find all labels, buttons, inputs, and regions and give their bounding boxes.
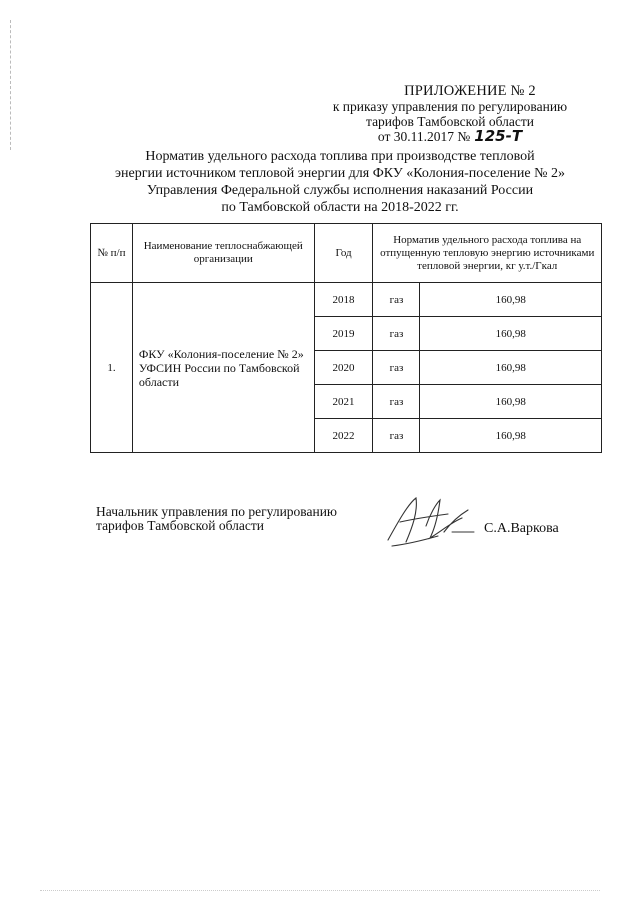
document-title — [90, 148, 590, 216]
document-title-line3: Управления Федеральной службы исполнения наказаний России — [146, 183, 534, 198]
document-title-line1: Норматив удельного расхода топлива при производстве тепловой — [145, 149, 535, 164]
header-org: Наименование теплоснабжающей организации — [132, 224, 314, 283]
year-cell: 2019 — [314, 317, 373, 351]
table-header-row — [91, 224, 602, 283]
header-year: Год — [314, 224, 373, 283]
scan-edge-mark — [10, 20, 12, 150]
document-title-line4: по Тамбовской области на 2018-2022 гг. — [221, 200, 459, 215]
norm-value-cell: 160,98 — [420, 317, 602, 351]
signatory-name: С.А.Варкова — [484, 521, 559, 536]
appendix-order-line1: к приказу управления по регулированию — [332, 99, 568, 114]
table-row — [91, 283, 602, 317]
organization-name: ФКУ «Колония-поселение № 2» УФСИН России по Тамбовской области — [132, 283, 314, 453]
fuel-cell: газ — [373, 419, 420, 453]
fuel-cell: газ — [373, 385, 420, 419]
row-number: 1. — [91, 283, 133, 453]
year-cell: 2021 — [314, 385, 373, 419]
norm-value-cell: 160,98 — [420, 283, 602, 317]
scan-bottom-artifacts — [40, 890, 600, 893]
signatory-position-line1: Начальник управления по регулированию — [96, 504, 338, 519]
fuel-cell: газ — [373, 317, 420, 351]
fuel-cell: газ — [373, 283, 420, 317]
handwritten-signature — [378, 492, 488, 552]
appendix-order-number: 125-Т — [474, 127, 523, 145]
norm-value-cell: 160,98 — [420, 385, 602, 419]
year-cell: 2018 — [314, 283, 373, 317]
appendix-order-date-line — [300, 129, 600, 144]
appendix-header — [300, 84, 600, 144]
fuel-cell: газ — [373, 351, 420, 385]
norm-table — [90, 223, 602, 453]
year-cell: 2022 — [314, 419, 373, 453]
document-title-line2: энергии источником тепловой энергии для ФКУ «Колония-поселение № 2» — [115, 166, 565, 181]
signatory-position-line2: тарифов Тамбовской области — [96, 518, 264, 533]
appendix-order-line2: тарифов Тамбовской области — [366, 114, 534, 129]
appendix-title: ПРИЛОЖЕНИЕ № 2 — [404, 83, 536, 99]
year-cell: 2020 — [314, 351, 373, 385]
appendix-order-date: от 30.11.2017 № — [377, 129, 471, 144]
norm-value-cell: 160,98 — [420, 351, 602, 385]
norm-value-cell: 160,98 — [420, 419, 602, 453]
header-norm: Норматив удельного расхода топлива на отпущенную тепловую энергию источниками тепловой энергии, кг у.т./Гкал — [373, 224, 602, 283]
header-num: № п/п — [91, 224, 133, 283]
signatory-position — [96, 505, 337, 533]
